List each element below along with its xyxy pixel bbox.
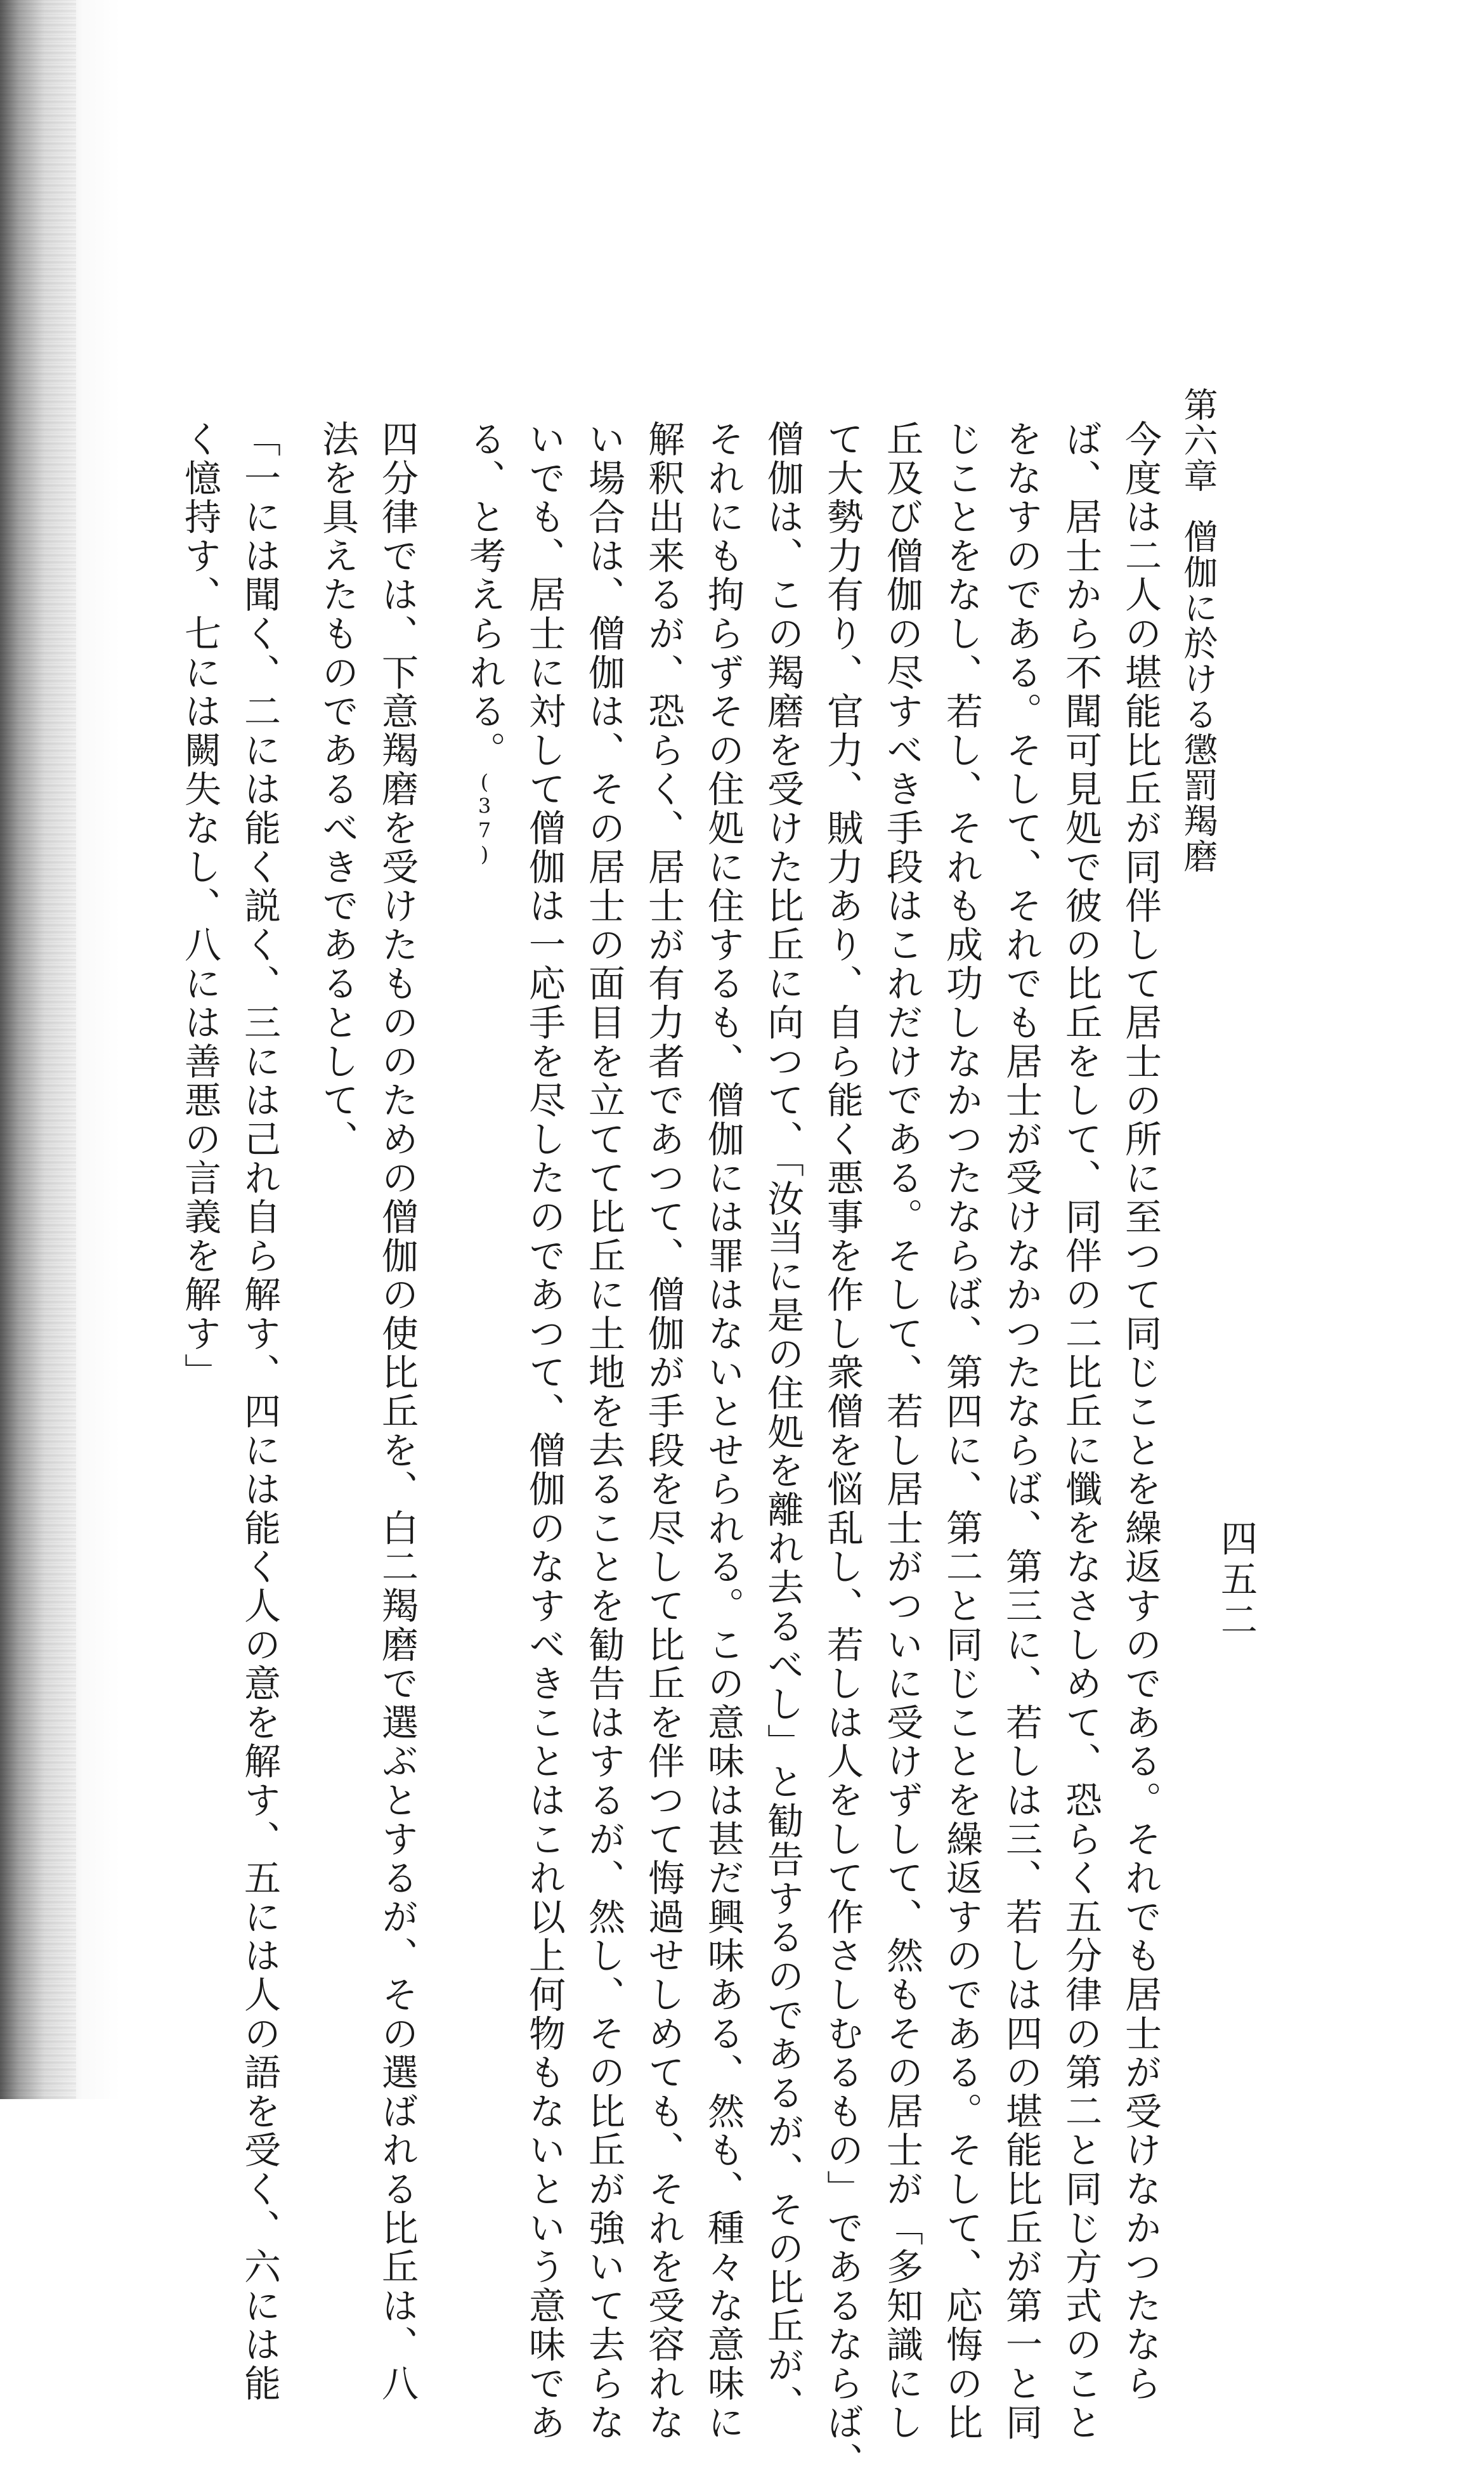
text-column: 今度は二人の堪能比丘が同伴して居士の所に至つて同じことを繰返すのである。それでも居士が受けなかつたなら bbox=[1119, 420, 1162, 2404]
footnote-ref: (37) bbox=[472, 769, 497, 867]
text-column: それにも拘らずその住処に住するも、僧伽には罪はないとせられる。この意味は甚だ興味ある、然も、種々な意味に bbox=[701, 420, 745, 2442]
text-column: 法を具えたものであるべきであるとして、 bbox=[316, 420, 359, 1159]
page-gutter-texture bbox=[0, 0, 76, 2099]
chapter-number: 第六章 bbox=[1178, 387, 1218, 494]
text-column: く憶持す、七には闕失なし、八には善悪の言義を解す」 bbox=[178, 420, 221, 1392]
text-column: 解釈出来るが、恐らく、居士が有力者であつて、僧伽が手段を尽して比丘を伴つて悔過せしめても、それを受容れな bbox=[642, 420, 685, 2442]
text-column: いでも、居士に対して僧伽は一応手を尽したのであつて、僧伽のなすべきことはこれ以上何物もないという意味であ bbox=[523, 420, 566, 2442]
text-column: 僧伽は、この羯磨を受けた比丘に向つて、「汝当に是の住処を離れ去るべし」と勧告するのであるが、その比丘が、 bbox=[761, 420, 804, 2424]
text-column: い場合は、僧伽は、その居士の面目を立てて比丘に土地を去ることを勧告はするが、然し、その比丘が強いて去らな bbox=[582, 420, 625, 2442]
text-column: 「一には聞く、二には能く説く、三には己れ自ら解す、四には能く人の意を解す、五には人の語を受く、六には能 bbox=[238, 420, 281, 2404]
running-header bbox=[1178, 387, 1218, 874]
text-column: じことをなし、若し、それも成功しなかつたならば、第四に、第二と同じことを繰返すのである。そして、応悔の比 bbox=[940, 420, 983, 2442]
text-column: 四分律では、下意羯磨を受けたもののための僧伽の使比丘を、白二羯磨で選ぶとするが、その選ばれる比丘は、八 bbox=[375, 420, 419, 2404]
chapter-title: 僧伽に於ける懲罰羯磨 bbox=[1178, 519, 1218, 874]
paragraph-end: る、と考えられる。 bbox=[463, 420, 506, 770]
page-number: 四五二 bbox=[1214, 1519, 1258, 1641]
text-column: 丘及び僧伽の尽すべき手段はこれだけである。そして、若し居士がついに受けずして、然もその居士が「多知識にし bbox=[880, 420, 923, 2442]
text-column: ば、居士から不聞可見処で彼の比丘をして、同伴の二比丘に懺をなさしめて、恐らく五分律の第二と同じ方式のこと bbox=[1059, 420, 1102, 2442]
text-column: て大勢力有り、官力、賊力あり、自ら能く悪事を作し衆僧を悩乱し、若しは人をして作さしむるもの」であるならば、 bbox=[821, 420, 864, 2481]
text-column: をなすのである。そして、それでも居士が受けなかつたならば、第三に、若しは三、若しは四の堪能比丘が第一と同 bbox=[999, 420, 1043, 2442]
text-column-end bbox=[463, 420, 506, 867]
